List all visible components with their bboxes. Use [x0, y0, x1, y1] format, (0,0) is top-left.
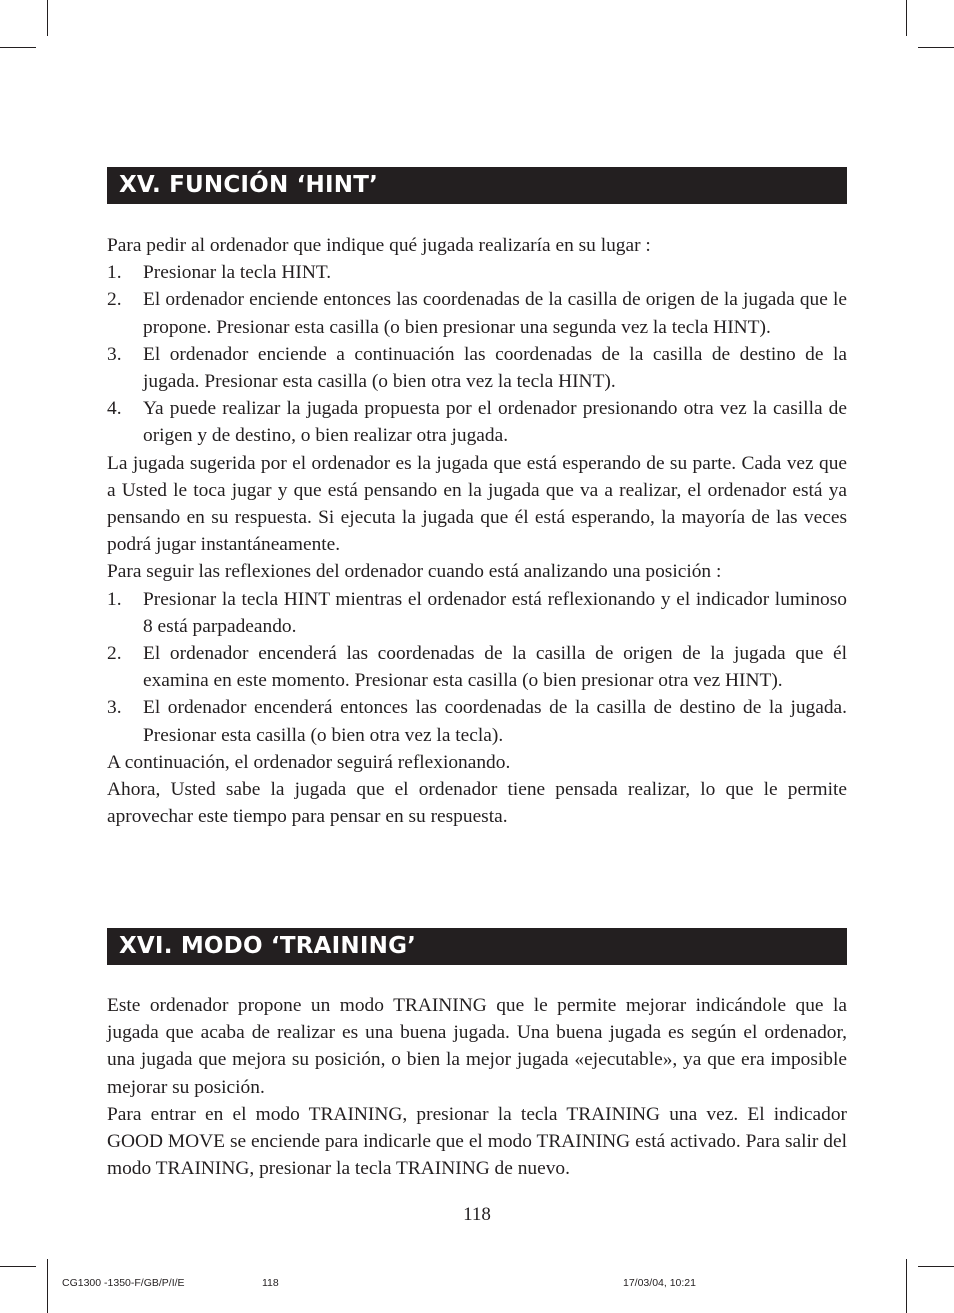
footer-doc-code: CG1300 -1350-F/GB/P/I/E [62, 1277, 185, 1289]
hint-steps-list [107, 259, 847, 449]
crop-mark [0, 47, 36, 48]
paragraph: Para entrar en el modo TRAINING, presionar la tecla TRAINING una vez. El indicador GOOD MOVE se enciende para indicarle que el modo TRAINING está activado. Para salir del modo TRAINING, presionar la tecla TRAINING de nuevo. [107, 1103, 847, 1180]
crop-mark [47, 1259, 48, 1313]
section-heading-training: XVI. MODO ‘TRAINING’ [107, 928, 847, 965]
crop-mark [906, 1259, 907, 1313]
crop-mark [47, 0, 48, 36]
footer-page: 118 [262, 1277, 279, 1289]
list-text: El ordenador encenderá entonces las coordenadas de la casilla de destino de la jugada. Presionar esta casilla (o bien otra vez la tecla). [143, 697, 847, 746]
list-number: 1. [107, 588, 122, 610]
page-number: 118 [463, 1204, 491, 1225]
list-number: 2. [107, 643, 122, 665]
list-text: Presionar la tecla HINT. [143, 262, 332, 284]
paragraph: Para seguir las reflexiones del ordenador cuando está analizando una posición : [107, 561, 722, 583]
paragraph: La jugada sugerida por el ordenador es la jugada que está esperando de su parte. Cada vez que a Usted le toca jugar y que está pensando en la jugada que va a realizar, el ordenador está ya pensando en su respuesta. Si ejecuta la jugada que él está esperando, la mayoría de las veces podrá jugar instantáneamente. [107, 452, 847, 556]
section-body-training [107, 992, 847, 1182]
paragraph: Ahora, Usted sabe la jugada que el ordenador tiene pensada realizar, lo que le permite aprovechar este tiempo para pensar en su respuesta. [107, 779, 847, 828]
paragraph: A continuación, el ordenador seguirá reflexionando. [107, 751, 511, 773]
list-text: El ordenador encenderá las coordenadas de la casilla de origen de la jugada que él examina en este momento. Presionar esta casilla (o bien presionar otra vez HINT). [143, 643, 847, 692]
paragraph: Para pedir al ordenador que indique qué jugada realizaría en su lugar : [107, 235, 651, 256]
list-number: 1. [107, 262, 122, 284]
list-item [107, 341, 847, 395]
footer-datetime: 17/03/04, 10:21 [623, 1277, 696, 1289]
list-number: 3. [107, 343, 122, 365]
crop-mark [0, 1266, 36, 1267]
list-text: El ordenador enciende a continuación las coordenadas de la casilla de destino de la jugada. Presionar esta casilla (o bien otra vez la tecla HINT). [143, 343, 847, 393]
list-item [107, 286, 847, 340]
section-heading-hint: XV. FUNCIÓN ‘HINT’ [107, 167, 847, 204]
list-item [107, 259, 847, 286]
list-item [107, 640, 847, 694]
list-text: Presionar la tecla HINT mientras el ordenador está reflexionando y el indicador luminoso 8 está parpadeando. [143, 588, 847, 637]
list-item [107, 586, 847, 640]
crop-mark [918, 1266, 954, 1267]
paragraph: Este ordenador propone un modo TRAINING que le permite mejorar indicándole que la jugada que acaba de realizar es una buena jugada. Una buena jugada es según el ordenador, una jugada que mejora su posición, o bien la mejor jugada «ejecutable», ya que era imposible mejorar su posición. [107, 995, 847, 1098]
reflection-steps-list [107, 586, 847, 749]
list-number: 4. [107, 398, 122, 420]
list-item [107, 694, 847, 748]
section-body-hint [107, 232, 847, 830]
crop-mark [918, 47, 954, 48]
list-text: Ya puede realizar la jugada propuesta por el ordenador presionando otra vez la casilla de origen y de destino, o bien realizar otra jugada. [143, 398, 847, 447]
crop-mark [906, 0, 907, 36]
list-text: El ordenador enciende entonces las coordenadas de la casilla de origen de la jugada que le propone. Presionar esta casilla (o bien presionar una segunda vez la tecla HINT). [143, 289, 847, 338]
list-number: 3. [107, 697, 122, 719]
list-item [107, 395, 847, 449]
list-number: 2. [107, 289, 122, 311]
